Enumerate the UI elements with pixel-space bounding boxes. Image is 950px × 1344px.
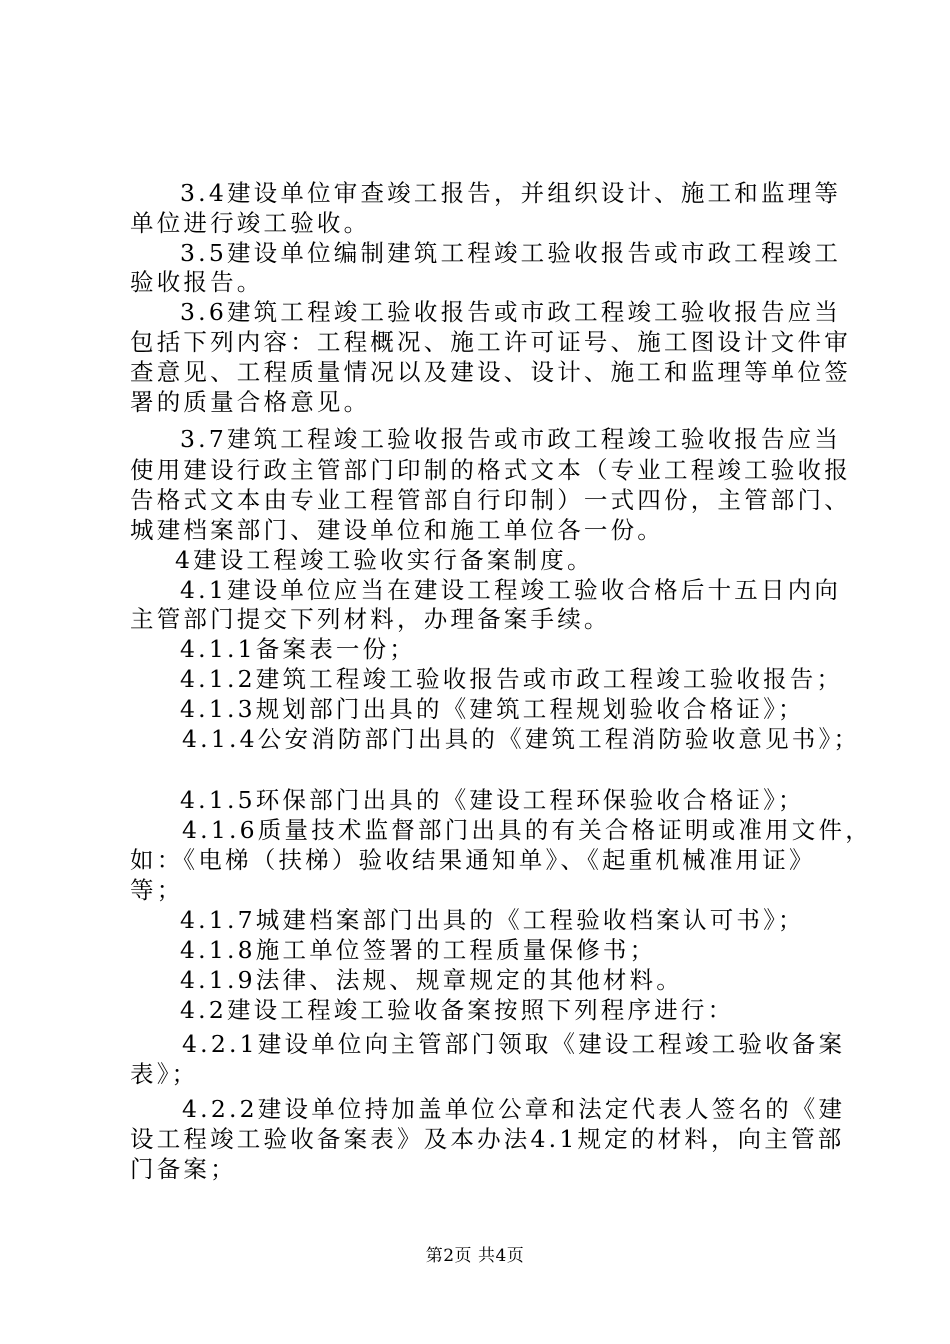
text-line: 4.1.8施工单位签署的工程质量保修书；: [180, 936, 657, 964]
text-line: 4建设工程竣工验收实行备案制度。: [175, 546, 594, 574]
text-line: 4.1.9法律、法规、规章规定的其他材料。: [180, 966, 683, 994]
text-line: 4.1.7城建档案部门出具的《工程验收档案认可书》；: [180, 906, 805, 934]
text-line: 等；: [130, 876, 184, 904]
text-line: 4.1.4公安消防部门出具的《建筑工程消防验收意见书》；: [182, 725, 861, 753]
text-line: 3.7建筑工程竣工验收报告或市政工程竣工验收报告应当: [180, 425, 842, 453]
text-line: 4.2.1建设单位向主管部门领取《建设工程竣工验收备案: [182, 1030, 846, 1058]
text-line: 4.1建设单位应当在建设工程竣工验收合格后十五日内向: [180, 576, 842, 604]
text-line: 主管部门提交下列材料，办理备案手续。: [130, 605, 611, 633]
text-line: 验收报告。: [130, 268, 264, 296]
text-line: 单位进行竣工验收。: [130, 209, 371, 237]
text-line: 门备案；: [130, 1155, 237, 1183]
text-line: 3.5建设单位编制建筑工程竣工验收报告或市政工程竣工: [180, 239, 842, 267]
page-footer: 第2页 共4页: [425, 1246, 525, 1266]
text-line: 城建档案部门、建设单位和施工单位各一份。: [130, 516, 664, 544]
text-line: 4.1.6质量技术监督部门出具的有关合格证明或准用文件，: [182, 816, 872, 844]
text-line: 包括下列内容：工程概况、施工许可证号、施工图设计文件审: [130, 328, 851, 356]
text-line: 4.1.3规划部门出具的《建筑工程规划验收合格证》；: [180, 695, 805, 723]
text-line: 表》；: [130, 1060, 199, 1088]
text-line: 4.1.2建筑工程竣工验收报告或市政工程竣工验收报告；: [180, 665, 844, 693]
text-line: 4.2建设工程竣工验收备案按照下列程序进行：: [180, 996, 735, 1024]
text-line: 查意见、工程质量情况以及建设、设计、施工和监理等单位签: [130, 358, 851, 386]
text-line: 3.4建设单位审查竣工报告，并组织设计、施工和监理等: [180, 179, 842, 207]
text-line: 告格式文本由专业工程管部自行印制）一式四份，主管部门、: [130, 486, 851, 514]
text-line: 4.1.1备案表一份；: [180, 635, 416, 663]
text-line: 使用建设行政主管部门印制的格式文本（专业工程竣工验收报: [130, 456, 851, 484]
text-line: 署的质量合格意见。: [130, 388, 371, 416]
text-line: 4.2.2建设单位持加盖单位公章和法定代表人签名的《建: [182, 1095, 846, 1123]
text-line: 如：《电梯（扶梯）验收结果通知单》、《起重机械准用证》: [130, 846, 816, 874]
text-line: 4.1.5环保部门出具的《建设工程环保验收合格证》；: [180, 786, 805, 814]
text-line: 3.6建筑工程竣工验收报告或市政工程竣工验收报告应当: [180, 298, 842, 326]
text-line: 设工程竣工验收备案表》及本办法4.1规定的材料，向主管部: [130, 1125, 845, 1153]
